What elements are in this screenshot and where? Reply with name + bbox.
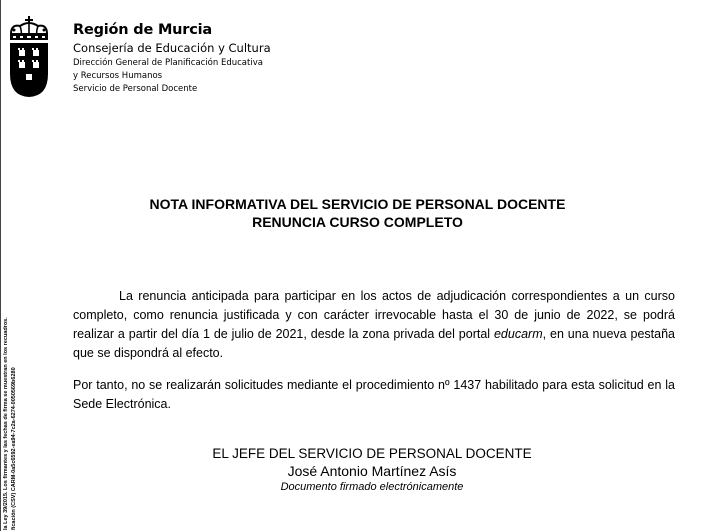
side-text-line-2: ficación (CSV) CARM-0a5c6592-ea94-7c2a-6274-0050569b6280: [11, 367, 17, 530]
portal-name: educarm: [493, 327, 543, 341]
paragraph-1: [73, 287, 675, 363]
paragraph-2: Por tanto, no se realizarán solicitudes mediante el procedimiento nº 1437 habilitado para esta solicitud en la Sede Electrónica.: [73, 378, 675, 411]
region-murcia-logo-icon: [8, 16, 50, 98]
document-title: [0, 195, 715, 231]
side-text-line-1: la Ley 39/2015. Los firmantes y las fechas de firma se muestran en los recuadros.: [3, 317, 9, 530]
signature-name: José Antonio Martínez Asís: [287, 463, 457, 479]
signature-note: Documento firmado electrónicamente: [280, 481, 464, 493]
title-line-1: NOTA INFORMATIVA DEL SERVICIO DE PERSONAL DOCENTE: [149, 196, 566, 212]
direccion-line-1: Dirección General de Planificación Educativa: [73, 58, 263, 68]
consejeria-name: Consejería de Educación y Cultura: [73, 41, 271, 55]
direccion-line-2: y Recursos Humanos: [73, 71, 163, 81]
letterhead: [73, 22, 271, 96]
region-name: Región de Murcia: [73, 22, 212, 38]
paragraph-1-end: , en una nueva pestaña que se dispondrá al efecto.: [73, 327, 675, 360]
paragraph-1-text: La renuncia anticipada para participar en los actos de adjudicación correspondientes a un curso completo, como renuncia justificada y con carácter irrevocable hasta el 30 de junio de 2022, se podrá realizar a partir del día 1 de julio de 2021, desde la zona privada del portal: [73, 289, 675, 341]
servicio-name: Servicio de Personal Docente: [73, 84, 198, 94]
csv-verification-text: [2, 292, 26, 531]
signature-role: EL JEFE DEL SERVICIO DE PERSONAL DOCENTE: [212, 446, 532, 461]
title-line-2: RENUNCIA CURSO COMPLETO: [252, 214, 463, 230]
